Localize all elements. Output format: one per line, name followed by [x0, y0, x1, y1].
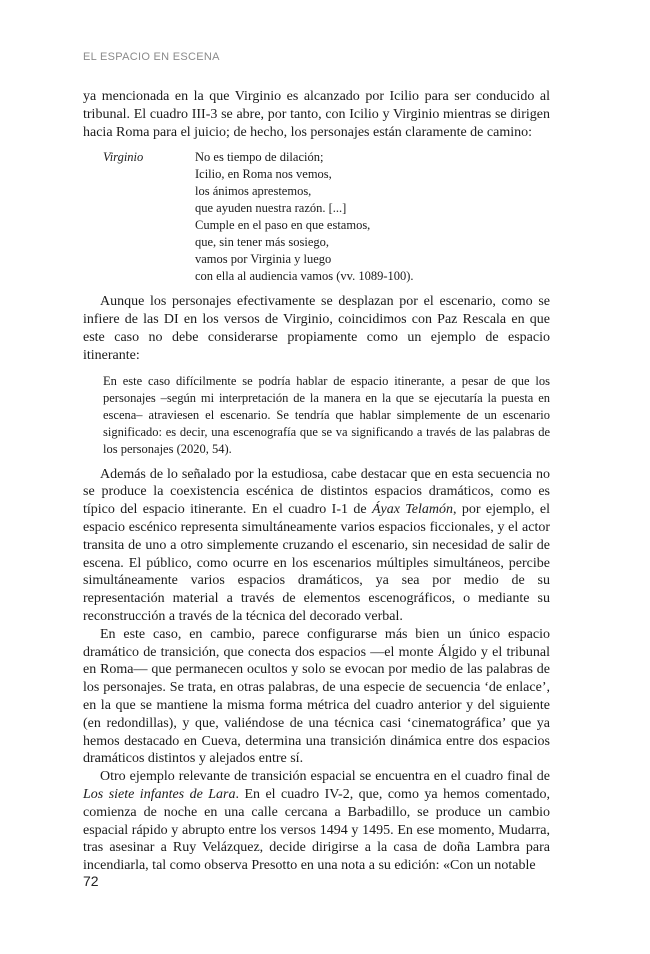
verse-line: que, sin tener más sosiego,: [195, 235, 330, 250]
verse-quotation: [103, 149, 550, 285]
verse-speaker: Virginio: [103, 150, 144, 165]
paragraph-3-text: Además de lo señalado por la estudiosa, cabe destacar que en esta secuencia no se produce la coexistencia escénica de distintos espacios dramáticos, como es típico del espacio itinerante. En el cuadro I-1 de: [83, 466, 550, 518]
page-body: [83, 88, 550, 875]
work-title-ayax: Áyax Telamón: [371, 502, 454, 518]
verse-line: que ayuden nuestra razón. [...]: [195, 201, 347, 216]
paragraph-4: En este caso, en cambio, parece configurarse más bien un único espacio dramático de transición, que conecta dos espacios —el monte Álgido y el tribunal en Roma— que permanecen ocultos y solo se evocan por medio de las palabras de los personajes. Se trata, en otras palabras, de una especie de secuencia ‘de enlace’, en la que se mantiene la misma forma métrica del cuadro anterior y del siguiente (en redondillas), y que, valiéndose de una técnica casi ‘cinematográfica’ que ya hemos destacado en Cueva, determina una transición dinámica entre dos espacios dramáticos distintos y alejados entre sí.: [83, 626, 550, 767]
verse-line: los ánimos aprestemos,: [195, 184, 312, 199]
paragraph-2: Aunque los personajes efectivamente se desplazan por el escenario, como se infiere de las DI en los versos de Virginio, coincidimos con Paz Rescala en que este caso no debe considerarse propiamente como un ejemplo de espacio itinerante:: [83, 294, 550, 363]
paragraph-5: [83, 768, 550, 875]
paragraph-3: [83, 466, 550, 626]
paragraph-5-text: . En el cuadro IV-2, que, como ya hemos comentado, comienza de noche en una calle cercana a Barbadillo, se produce un cambio espacial rápido y abrupto entre los versos 1494 y 1495. En ese momento, Mudarra, tras asesinar a Ruy Velázquez, decide dirigirse a la casa de doña Lambra para incendiarla, tal como observa Presotto en una nota a su edición: «Con un notable: [83, 786, 550, 874]
block-quote: En este caso difícilmente se podría hablar de espacio itinerante, a pesar de que los personajes –según mi interpretación de la manera en la que se ejecutaría la puesta en escena– atraviesen el escenario. Se tendría que hablar simplemente de un escenario significado: es decir, una escenografía que se va significando a través de las palabras de los personajes (2020, 54).: [103, 373, 550, 456]
verse-line: Icilio, en Roma nos vemos,: [195, 167, 332, 182]
page-number: 72: [83, 873, 99, 889]
verse-lines: [195, 149, 414, 285]
paragraph-1: ya mencionada en la que Virginio es alcanzado por Icilio para ser conducido al tribunal. El cuadro III-3 se abre, por tanto, con Icilio y Virginio mientras se dirigen hacia Roma para el juicio; de hecho, los personajes están claramente de camino:: [83, 89, 550, 140]
verse-line: vamos por Virginia y luego: [195, 252, 332, 267]
paragraph-5-text: Otro ejemplo relevante de transición espacial se encuentra en el cuadro final de: [100, 769, 550, 785]
paragraph-3-text: , por ejemplo, el espacio escénico representa simultáneamente varios espacios ficcionales, y el actor transita de uno a otro simplemente cruzando el escenario, sin necesidad de salir de escena. El público, como ocurre en los escenarios múltiples simultáneos, percibe simultáneamente varios espacios dramáticos, ya sea por medio de su representación material a través de elementos escenográficos, o mediante su reconstrucción a través de la técnica del decorado verbal.: [83, 502, 550, 624]
verse-line: Cumple en el paso en que estamos,: [195, 218, 371, 233]
verse-line: No es tiempo de dilación;: [195, 150, 324, 165]
work-title-infantes: Los siete infantes de Lara: [83, 786, 236, 802]
verse-line: con ella al audiencia vamos (vv. 1089-100).: [195, 269, 414, 284]
running-header: EL ESPACIO EN ESCENA: [83, 51, 220, 63]
